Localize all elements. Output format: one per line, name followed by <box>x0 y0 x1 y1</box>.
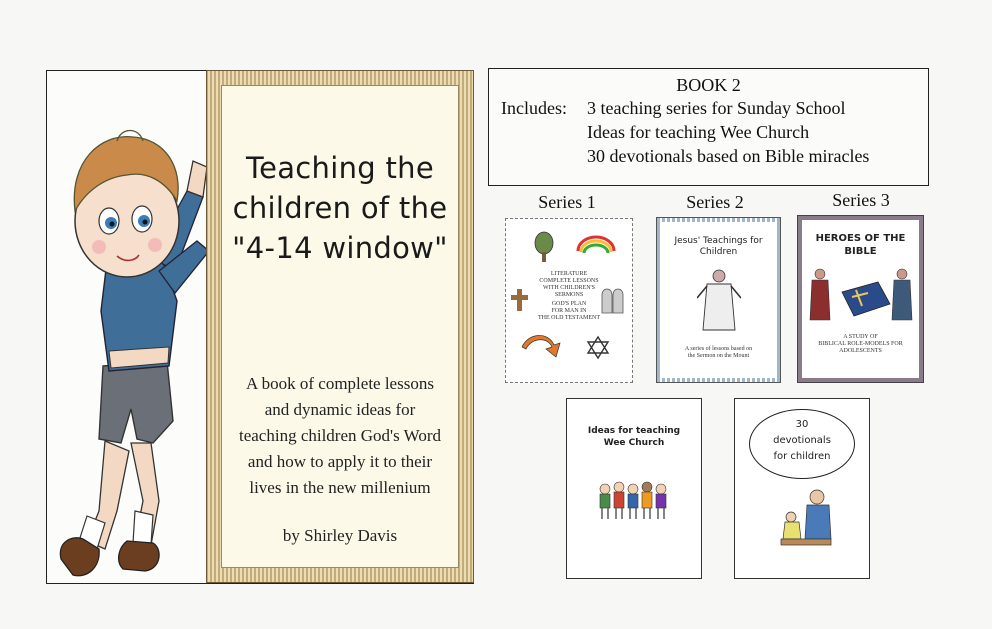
series-3-subtitle-line: BIBLICAL ROLE-MODELS FOR <box>818 341 903 347</box>
description-line: teaching children God's Word <box>238 426 442 445</box>
children-group-icon <box>597 481 673 521</box>
devotionals-title-line: devotionals <box>773 435 831 446</box>
tree-icon <box>535 232 553 262</box>
series-1-text-line: GOD'S PLAN <box>551 301 587 307</box>
cover-panel <box>207 71 473 582</box>
cover-title-line: children of the <box>232 191 448 225</box>
series-2-subtitle <box>667 346 770 360</box>
series-1-text-line: WITH CHILDREN'S <box>543 285 595 291</box>
jesus-figure-icon <box>697 268 741 334</box>
includes-label: Includes: <box>501 98 567 118</box>
series-2-cover <box>657 218 780 382</box>
series-1-text-line: THE OLD TESTAMENT <box>537 315 601 321</box>
series-3-title-line: HEROES OF THE <box>815 233 906 244</box>
cover-author: by Shirley Davis <box>282 526 398 545</box>
series-2-subtitle-line: A series of lessons based on <box>684 346 753 352</box>
includes-item: Ideas for teaching Wee Church <box>587 122 810 142</box>
series-1-text-line: COMPLETE LESSONS <box>539 278 599 284</box>
series-2-label: Series 2 <box>686 192 744 212</box>
boy-illustration <box>47 71 209 582</box>
series-2-title-line: Children <box>699 247 738 257</box>
series-1-cover <box>505 218 633 383</box>
description-line: and dynamic ideas for <box>264 400 416 419</box>
book-info-box <box>488 68 929 186</box>
series-3-title-line: BIBLE <box>844 246 877 257</box>
book-title: BOOK 2 <box>676 75 741 95</box>
series-3-title <box>802 232 919 258</box>
series-3-subtitle-line: A STUDY OF <box>843 334 878 340</box>
star-of-david-icon <box>588 337 608 358</box>
devotionals-title-line: 30 <box>795 419 809 430</box>
wee-church-title-line: Ideas for teaching <box>587 426 681 436</box>
includes-item: 30 devotionals based on Bible miracles <box>587 146 870 166</box>
wee-church-title <box>567 425 701 449</box>
cover-title-line: "4-14 window" <box>232 231 448 265</box>
series-1-text-line: FOR MAN IN <box>551 308 587 314</box>
devotionals-title <box>735 417 869 465</box>
description-line: A book of complete lessons <box>246 374 434 393</box>
series-2-title <box>661 236 776 258</box>
series-1-text-line: SERMONS <box>554 292 584 298</box>
bible-heroes-icon <box>806 264 916 326</box>
devotionals-title-line: for children <box>773 451 831 462</box>
cover-title-line: Teaching the <box>246 151 434 185</box>
includes-item: 3 teaching series for Sunday School <box>587 98 846 118</box>
series-1-label: Series 1 <box>538 192 596 212</box>
series-2-subtitle-line: the Sermon on the Mount <box>687 353 750 359</box>
book-cover <box>46 70 474 584</box>
wee-church-cover <box>566 398 702 579</box>
rainbow-icon <box>578 237 614 253</box>
cover-title <box>222 148 458 268</box>
series-3-subtitle-line: ADOLESCENTS <box>839 348 882 354</box>
description-line: and how to apply it to their <box>247 452 433 471</box>
series-3-subtitle <box>806 334 915 355</box>
series-1-cover-subtext <box>526 301 612 322</box>
series-1-text-line: LITERATURE <box>550 271 588 277</box>
parent-child-icon <box>777 487 837 553</box>
cover-description <box>222 371 458 501</box>
series-3-cover <box>798 216 923 382</box>
description-line: lives in the new millenium <box>249 478 431 497</box>
devotionals-cover <box>734 398 870 579</box>
series-2-title-line: Jesus' Teachings for <box>674 236 763 246</box>
series-1-cover-text <box>526 271 612 299</box>
wee-church-title-line: Wee Church <box>603 438 665 448</box>
series-3-label: Series 3 <box>832 190 890 210</box>
arrow-icon <box>522 335 560 357</box>
